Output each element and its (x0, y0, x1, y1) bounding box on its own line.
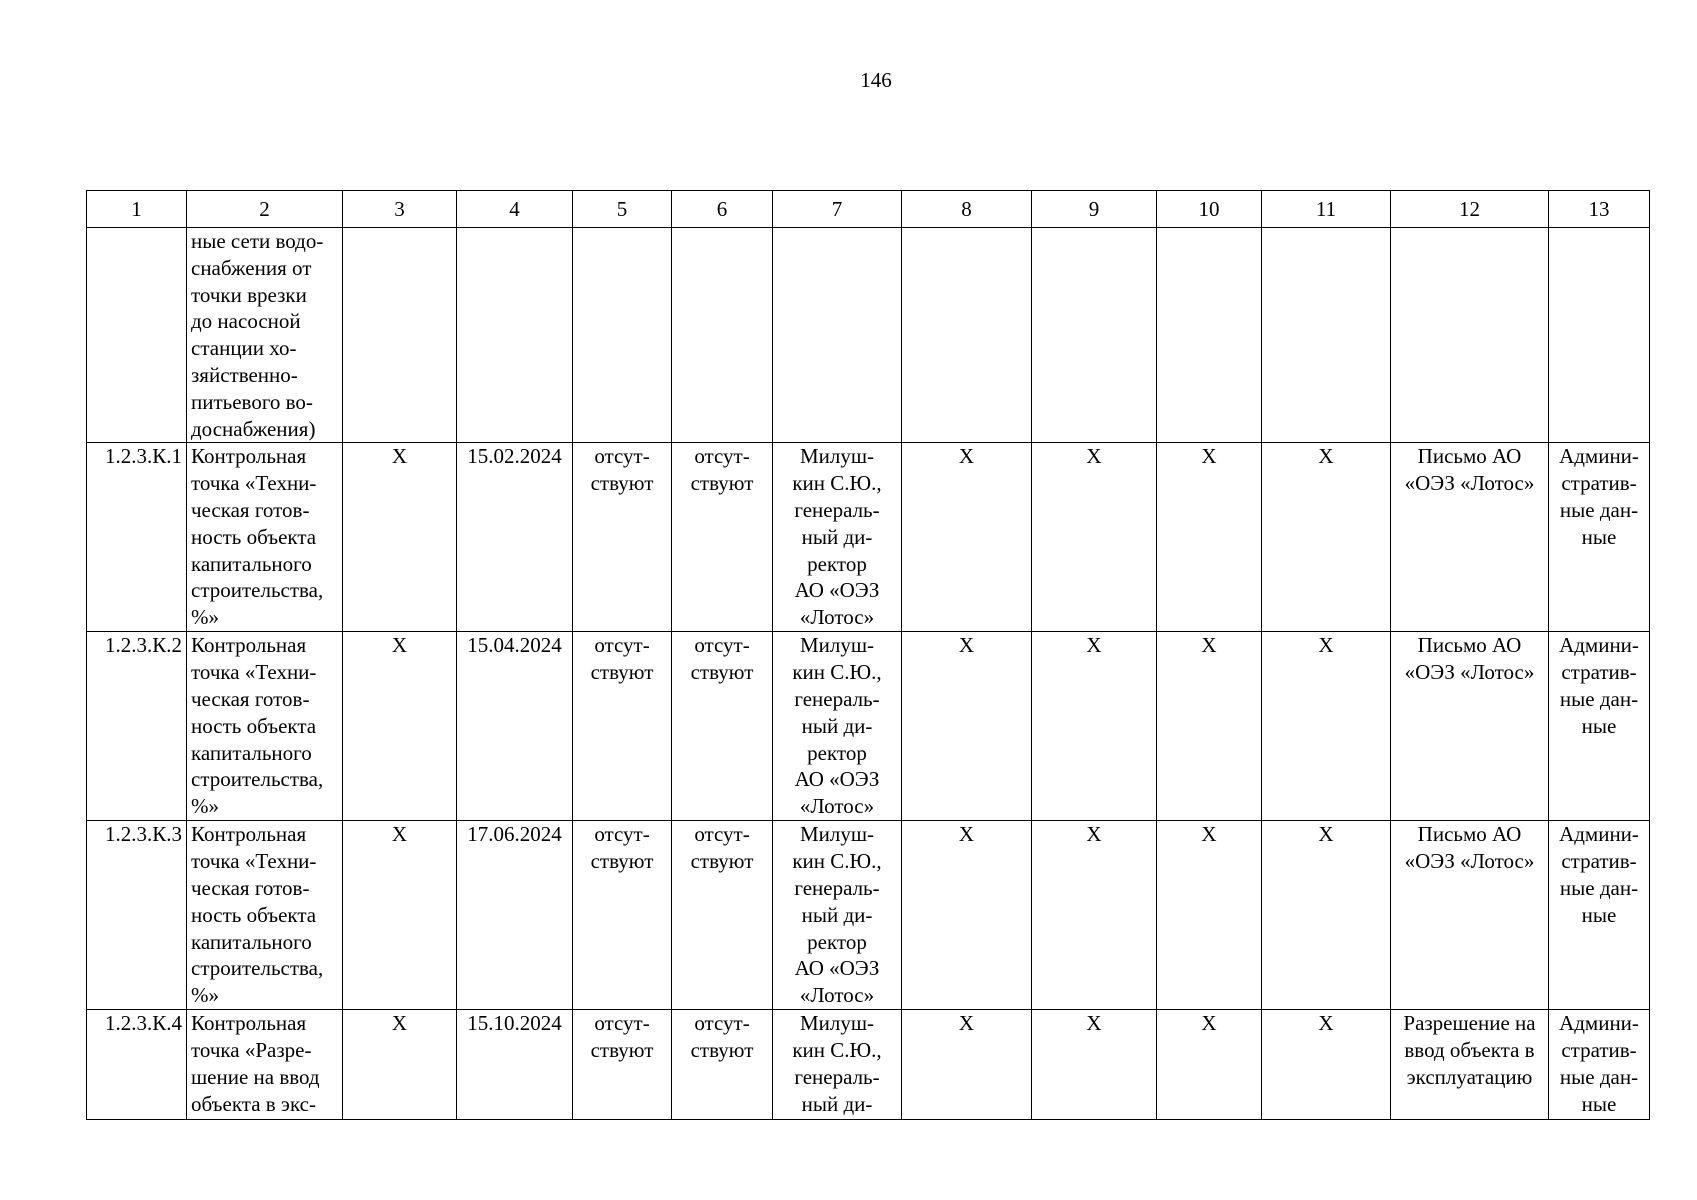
table-cell (902, 228, 1032, 443)
code-cell: 1.2.3.К.2 (87, 632, 187, 821)
column-header: 7 (773, 191, 902, 228)
code-cell: 1.2.3.К.3 (87, 821, 187, 1010)
table-cell: Х (902, 443, 1032, 632)
table-cell: отсут- ствуют (573, 1010, 672, 1120)
table-cell: Х (1262, 443, 1391, 632)
code-cell: 1.2.3.К.1 (87, 443, 187, 632)
column-header: 2 (187, 191, 343, 228)
table-cell (1262, 228, 1391, 443)
name-cell: Контрольная точка «Разре- шение на ввод объекта в экс- (187, 1010, 343, 1120)
source-cell: Админи- стратив- ные дан- ные (1549, 443, 1650, 632)
source-cell: Админи- стратив- ные дан- ные (1549, 821, 1650, 1010)
table-cell: Х (343, 443, 457, 632)
table-cell: Х (1157, 632, 1262, 821)
table-cell: Х (1262, 821, 1391, 1010)
column-header: 3 (343, 191, 457, 228)
column-header: 12 (1391, 191, 1549, 228)
date-cell: 17.06.2024 (457, 821, 573, 1010)
column-header: 1 (87, 191, 187, 228)
table-cell: Х (1262, 632, 1391, 821)
table-cell: Х (343, 1010, 457, 1120)
table-cell (1157, 228, 1262, 443)
table-cell: Х (1157, 821, 1262, 1010)
column-header: 11 (1262, 191, 1391, 228)
table-cell: отсут- ствуют (672, 821, 773, 1010)
column-number-row (87, 191, 1650, 228)
table-cell: Х (1032, 821, 1157, 1010)
responsible-cell: Милуш- кин С.Ю., генераль- ный ди- (773, 1010, 902, 1120)
date-cell: 15.02.2024 (457, 443, 573, 632)
table-cell (1032, 228, 1157, 443)
document-cell: Письмо АО «ОЭЗ «Лотос» (1391, 632, 1549, 821)
table-cell: Х (1262, 1010, 1391, 1120)
table-row (87, 443, 1650, 632)
table-cell: Х (343, 821, 457, 1010)
table-row (87, 632, 1650, 821)
table-row (87, 1010, 1650, 1120)
responsible-cell: Милуш- кин С.Ю., генераль- ный ди- ректор АО «ОЭЗ «Лотос» (773, 821, 902, 1010)
document-cell: Письмо АО «ОЭЗ «Лотос» (1391, 443, 1549, 632)
responsible-cell: Милуш- кин С.Ю., генераль- ный ди- ректор АО «ОЭЗ «Лотос» (773, 632, 902, 821)
table-cell: отсут- ствуют (573, 443, 672, 632)
table-row (87, 821, 1650, 1010)
date-cell: 15.04.2024 (457, 632, 573, 821)
column-header: 13 (1549, 191, 1650, 228)
table-cell: Х (1032, 632, 1157, 821)
document-cell: Разрешение на ввод объекта в эксплуатацию (1391, 1010, 1549, 1120)
source-cell: Админи- стратив- ные дан- ные (1549, 632, 1650, 821)
table-cell (1549, 228, 1650, 443)
table-cell: Х (1032, 443, 1157, 632)
source-cell: Админи- стратив- ные дан- ные (1549, 1010, 1650, 1120)
column-header: 10 (1157, 191, 1262, 228)
column-header: 4 (457, 191, 573, 228)
table-cell (672, 228, 773, 443)
table-cell: отсут- ствуют (672, 443, 773, 632)
responsible-cell: Милуш- кин С.Ю., генераль- ный ди- ректор АО «ОЭЗ «Лотос» (773, 443, 902, 632)
table-cell (87, 228, 187, 443)
column-header: 5 (573, 191, 672, 228)
table-cell (457, 228, 573, 443)
table-cell: Х (343, 632, 457, 821)
table-cell (343, 228, 457, 443)
table-cell (573, 228, 672, 443)
column-header: 8 (902, 191, 1032, 228)
table-cell: Х (902, 1010, 1032, 1120)
column-header: 6 (672, 191, 773, 228)
table-cell: Х (902, 632, 1032, 821)
table-cell (773, 228, 902, 443)
table-cell: отсут- ствуют (573, 821, 672, 1010)
name-cell: Контрольная точка «Техни- ческая готов- ность объекта капитального строительства, %» (187, 632, 343, 821)
page-number: 146 (860, 68, 892, 92)
table-cell: Х (1157, 1010, 1262, 1120)
table-cell: Х (1032, 1010, 1157, 1120)
control-points-table (86, 190, 1650, 1120)
table-cell: отсут- ствуют (573, 632, 672, 821)
table-cell: Х (1157, 443, 1262, 632)
table-cell: отсут- ствуют (672, 1010, 773, 1120)
name-cell: Контрольная точка «Техни- ческая готов- ность объекта капитального строительства, %» (187, 443, 343, 632)
date-cell: 15.10.2024 (457, 1010, 573, 1120)
table-cell (1391, 228, 1549, 443)
name-cell: Контрольная точка «Техни- ческая готов- ность объекта капитального строительства, %» (187, 821, 343, 1010)
column-header: 9 (1032, 191, 1157, 228)
table-cell: Х (902, 821, 1032, 1010)
continued-name-cell: ные сети водо- снабжения от точки врезки до насосной станции хо- зяйственно- питьевого во- доснабжения) (187, 228, 343, 443)
document-cell: Письмо АО «ОЭЗ «Лотос» (1391, 821, 1549, 1010)
table-cell: отсут- ствуют (672, 632, 773, 821)
continuation-row (87, 228, 1650, 443)
code-cell: 1.2.3.К.4 (87, 1010, 187, 1120)
